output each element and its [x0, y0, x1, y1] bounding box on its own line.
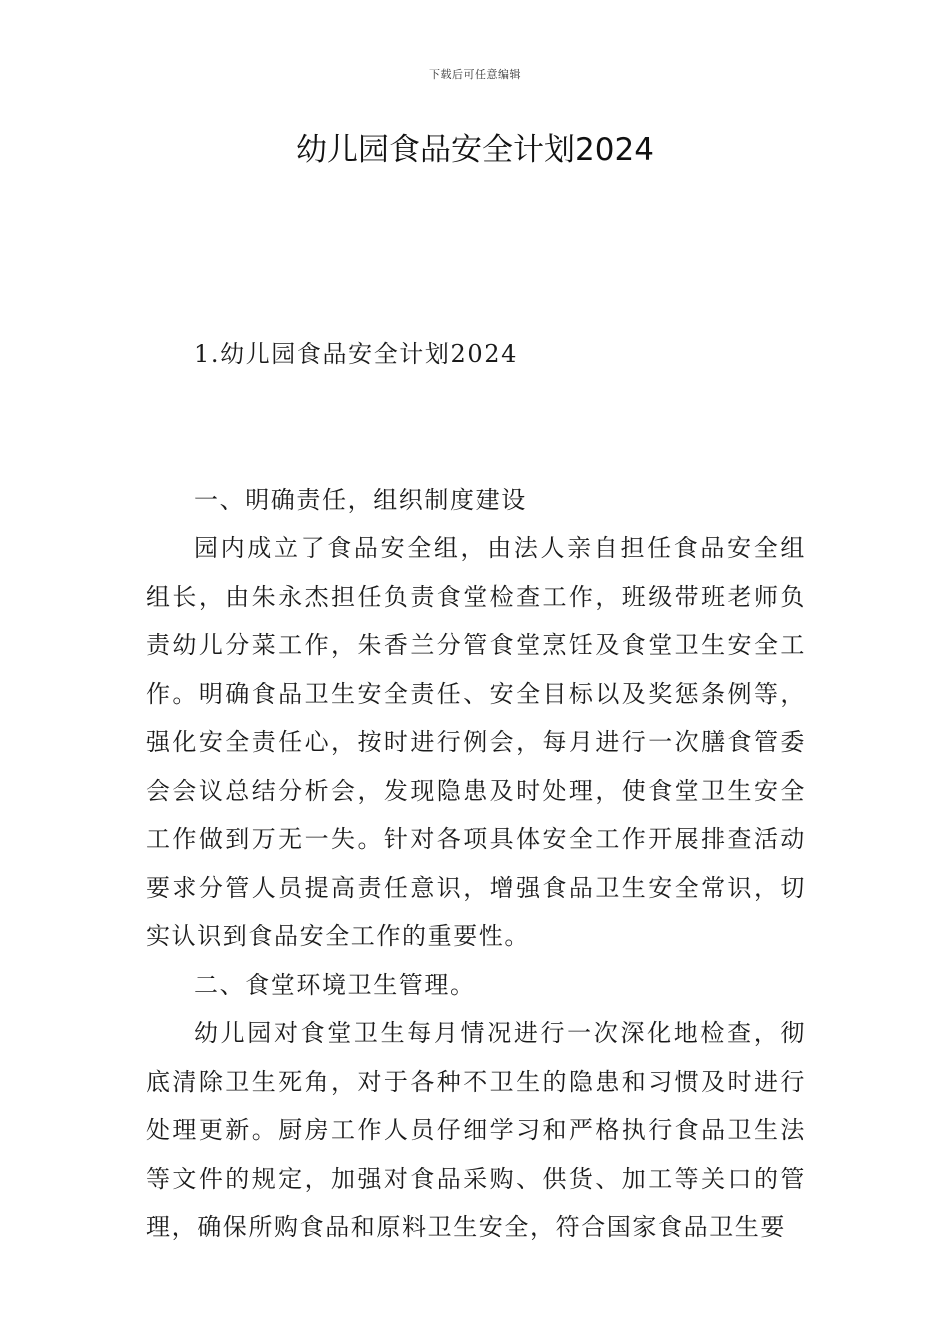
paragraph-1: 园内成立了食品安全组，由法人亲自担任食品安全组组长，由朱永杰担任负责食堂检查工作，班级带班老师负责幼儿分菜工作，朱香兰分管食堂烹饪及食堂卫生安全工作。明确食品卫生安全责任、安全目标以及奖惩条例等，强化安全责任心，按时进行例会，每月进行一次膳食管委会会议总结分析会，发现隐患及时处理，使食堂卫生安全工作做到万无一失。针对各项具体安全工作开展排查活动要求分管人员提高责任意识，增强食品卫生安全常识，切实认识到食品安全工作的重要性。 — [146, 534, 806, 950]
document-title: 幼儿园食品安全计划2024 — [296, 132, 654, 168]
section-subtitle: 1.幼儿园食品安全计划2024 — [194, 340, 518, 368]
section-heading-2: 二、食堂环境卫生管理。 — [194, 970, 476, 999]
document-body — [146, 330, 806, 1252]
paragraph-2: 幼儿园对食堂卫生每月情况进行一次深化地检查，彻底清除卫生死角，对于各种不卫生的隐患和习惯及时进行处理更新。厨房工作人员仔细学习和严格执行食品卫生法等文件的规定，加强对食品采购、供货、加工等关口的管理，确保所购食品和原料卫生安全，符合国家食品卫生要 — [146, 1019, 806, 1241]
blank-line — [146, 427, 806, 476]
section-heading-1: 一、明确责任，组织制度建设 — [194, 485, 527, 514]
header-note: 下载后可任意编辑 — [429, 68, 521, 81]
